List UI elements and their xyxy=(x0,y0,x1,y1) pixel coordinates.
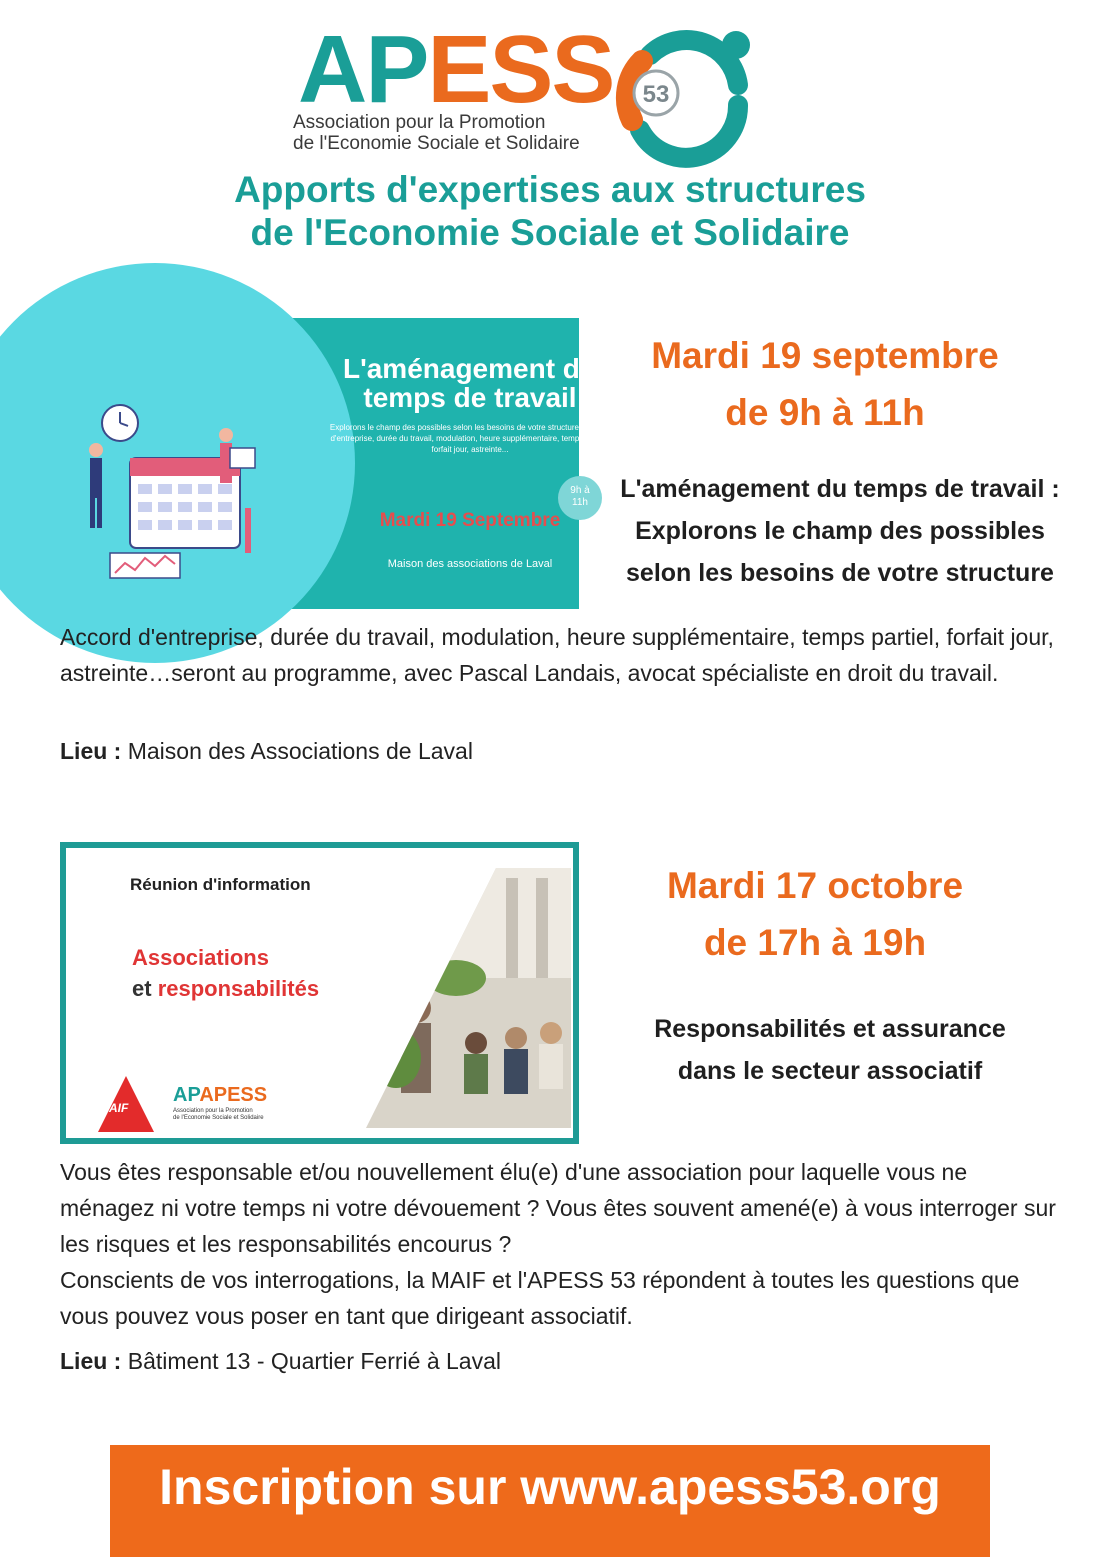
registration-banner[interactable]: Inscription sur www.apess53.org xyxy=(110,1445,990,1557)
event1-subtitle-line2: Explorons le champ des possibles xyxy=(635,517,1045,545)
logo-number: 53 xyxy=(642,81,670,108)
mini-apess-logo: APAPESS xyxy=(173,1084,268,1106)
event2-location xyxy=(60,1348,501,1375)
calendar-illustration-icon xyxy=(70,388,260,588)
banner-date: Mardi 19 Septembre xyxy=(379,510,561,531)
logo-subtitle xyxy=(293,112,580,154)
headline-line2: de l'Economie Sociale et Solidaire xyxy=(250,212,850,253)
mini-apess-sub1: Association pour la Promotion xyxy=(173,1108,253,1114)
mini-apess-sub2: de l'Economie Sociale et Solidaire xyxy=(173,1115,264,1121)
event1-banner-image xyxy=(60,318,611,609)
event2-description-p2: Conscients de vos interrogations, la MAIF et l'APESS 53 répondent à toutes les questions que vous pouvez vous poser en tant que dirigeant associatif. xyxy=(60,1267,1020,1329)
banner-description: Explorons le champ des possibles selon les besoins de votre structure : Accord d'entreprise, durée du travail, modulation, heure supplémentaire, temps partiel, forfait jour, astreinte... xyxy=(329,423,611,454)
badge-line2: 11h xyxy=(572,497,588,508)
event2-location-value: Bâtiment 13 - Quartier Ferrié à Laval xyxy=(121,1348,502,1374)
event1-subtitle xyxy=(580,468,1100,594)
maif-logo-text: MAIF xyxy=(99,1101,129,1115)
event2-banner-image xyxy=(60,842,579,1144)
event2-subtitle-line1: Responsabilités et assurance xyxy=(654,1015,1006,1043)
event2-date-line1: Mardi 17 octobre xyxy=(666,865,964,906)
mini-apess-subtitle xyxy=(173,1108,264,1122)
event1-subtitle-line1: L'aménagement du temps de travail : xyxy=(620,475,1060,503)
event1-description: Accord d'entreprise, durée du travail, modulation, heure supplémentaire, temps partiel, forfait jour, astreinte…seront au programme, avec Pascal Landais, avocat spécialiste en droit du travail. xyxy=(60,624,1054,686)
event1-subtitle-line3: selon les besoins de votre structure xyxy=(626,559,1054,587)
event2-subtitle xyxy=(570,1008,1090,1092)
event1-date-line2: de 9h à 11h xyxy=(725,392,925,433)
event2-subtitle-line2: dans le secteur associatif xyxy=(677,1057,983,1085)
banner2-reunion-label: Réunion d'information xyxy=(130,875,311,894)
headline-line1: Apports d'expertises aux structures xyxy=(234,169,866,210)
banner2-title-line1: Associations xyxy=(132,945,269,970)
banner2-title-resp: responsabilités xyxy=(157,976,320,1001)
meeting-photo-icon xyxy=(356,858,576,1138)
event1-location-label: Lieu : xyxy=(60,738,122,764)
event1-location xyxy=(60,738,473,765)
banner-title xyxy=(320,354,620,412)
banner-title-line1: L'aménagement du xyxy=(342,353,598,384)
banner2-inner xyxy=(66,848,573,1138)
logo-ap: AP xyxy=(298,16,428,123)
logo-ess: ESS xyxy=(427,16,614,123)
event1-location-value: Maison des Associations de Laval xyxy=(121,738,473,764)
mini-apess-text: APESS xyxy=(199,1084,268,1106)
event1-date-line1: Mardi 19 septembre xyxy=(651,335,999,376)
event2-location-label: Lieu : xyxy=(60,1348,122,1374)
banner2-title-et: et xyxy=(132,976,158,1001)
logo-subtitle-line2: de l'Economie Sociale et Solidaire xyxy=(293,133,580,154)
badge-line1: 9h à xyxy=(570,485,590,496)
event1-date xyxy=(600,327,1050,441)
logo-subtitle-line1: Association pour la Promotion xyxy=(293,112,546,133)
page-headline xyxy=(0,168,1100,254)
event2-description-p1: Vous êtes responsable et/ou nouvellement élu(e) d'une association pour laquelle vous ne ménagez ni votre temps ni votre dévouement ? Vous êtes souvent amené(e) à vous interroger sur les risques et les responsabilités encourus ? xyxy=(60,1159,1056,1257)
banner-title-line2: temps de travail xyxy=(363,382,577,413)
banner-location: Maison des associations de Laval xyxy=(387,558,553,570)
event2-date xyxy=(590,857,1040,971)
banner2-title xyxy=(132,942,319,1004)
event2-description xyxy=(60,1154,1060,1334)
event2-date-line2: de 17h à 19h xyxy=(703,922,927,963)
logo-ring-icon xyxy=(610,25,755,160)
